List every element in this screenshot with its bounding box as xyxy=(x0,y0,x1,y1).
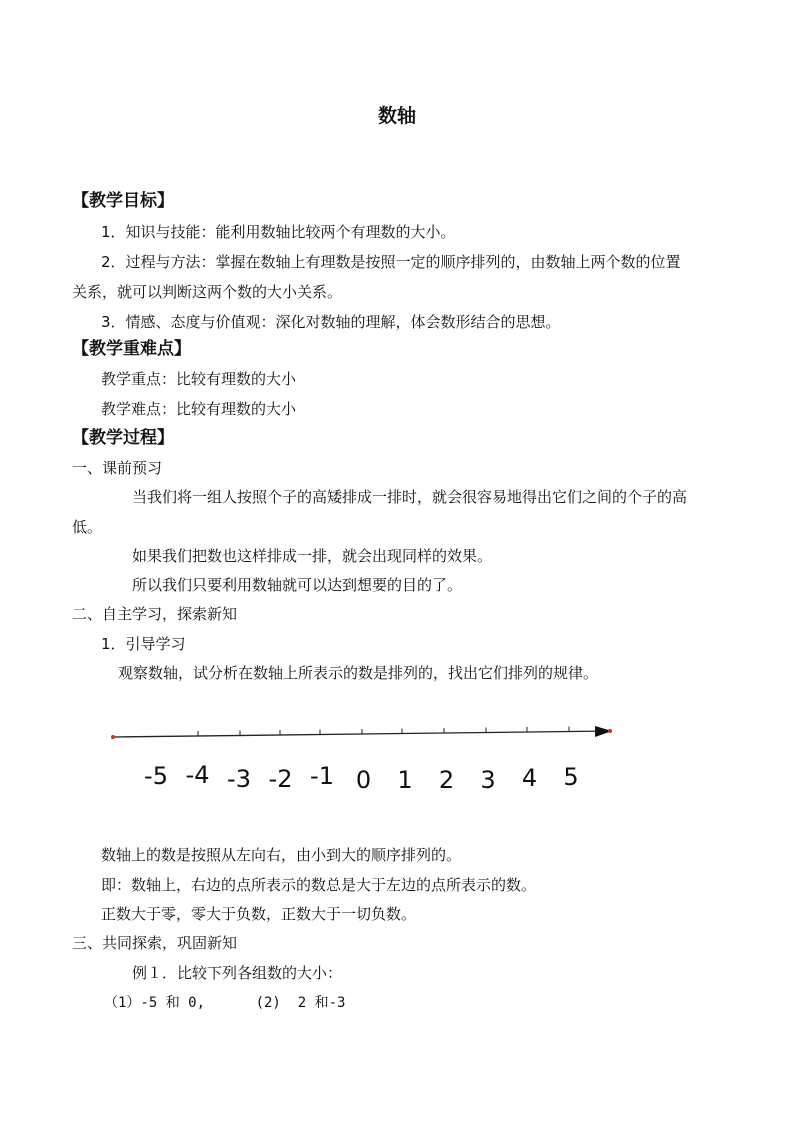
goal-2-line1: 2．过程与方法：掌握在数轴上有理数是按照一定的顺序排列的，由数轴上两个数的位置 xyxy=(101,253,681,271)
axis-end-dot xyxy=(608,729,612,733)
number-line-label: 0 xyxy=(355,766,372,794)
goal-2-line2: 关系，就可以判断这两个数的大小关系。 xyxy=(72,283,343,301)
example-1: 例１．比较下列各组数的大小： xyxy=(132,964,343,982)
key-point: 教学重点：比较有理数的大小 xyxy=(101,370,297,388)
number-line-label: 2 xyxy=(438,766,455,794)
number-line-label: 1 xyxy=(397,766,413,794)
number-line-label: 4 xyxy=(521,764,538,792)
part1-paragraph1-line1: 当我们将一组人按照个子的高矮排成一排时，就会很容易地得出它们之间的个子的高 xyxy=(132,488,688,506)
part1-title: 一、课前预习 xyxy=(72,459,163,477)
goals-header: 【教学目标】 xyxy=(72,191,174,211)
number-line-label: -4 xyxy=(185,761,210,789)
axis-start-dot xyxy=(111,735,115,739)
goal-3: 3．情感、态度与价值观：深化对数轴的理解，体会数形结合的思想。 xyxy=(101,313,561,331)
goal-1: 1．知识与技能：能利用数轴比较两个有理数的大小。 xyxy=(101,223,456,241)
conclusion-2: 即：数轴上，右边的点所表示的数总是大于左边的点所表示的数。 xyxy=(101,876,537,894)
number-line-figure xyxy=(0,700,794,800)
conclusion-3: 正数大于零，零大于负数，正数大于一切负数。 xyxy=(101,905,417,923)
part1-paragraph1-line2: 低。 xyxy=(72,518,103,536)
part2-subtitle: 1．引导学习 xyxy=(101,635,186,653)
part1-paragraph3: 所以我们只要利用数轴就可以达到想要的目的了。 xyxy=(132,576,463,594)
number-line-label: -1 xyxy=(310,762,334,790)
part1-paragraph2: 如果我们把数也这样排成一排，就会出现同样的效果。 xyxy=(132,547,493,565)
process-header: 【教学过程】 xyxy=(72,428,174,448)
number-line-label: -3 xyxy=(227,765,251,793)
number-line-label: 3 xyxy=(480,766,496,794)
page-title: 数轴 xyxy=(377,105,416,127)
part3-title: 三、共同探索，巩固新知 xyxy=(72,934,238,952)
conclusion-1: 数轴上的数是按照从左向右，由小到大的顺序排列的。 xyxy=(101,846,462,864)
difficult-point: 教学难点：比较有理数的大小 xyxy=(101,400,297,418)
number-line-label: -5 xyxy=(144,762,168,790)
number-line-label: -2 xyxy=(268,765,293,793)
example-items: （1）-5 和 0, (2) 2 和-3 xyxy=(104,995,346,1011)
part2-observe: 观察数轴，试分析在数轴上所表示的数是排列的，找出它们排列的规律。 xyxy=(118,664,599,682)
number-line-label: 5 xyxy=(563,763,579,791)
keypoints-header: 【教学重难点】 xyxy=(72,339,191,359)
part2-title: 二、自主学习，探索新知 xyxy=(72,605,238,623)
